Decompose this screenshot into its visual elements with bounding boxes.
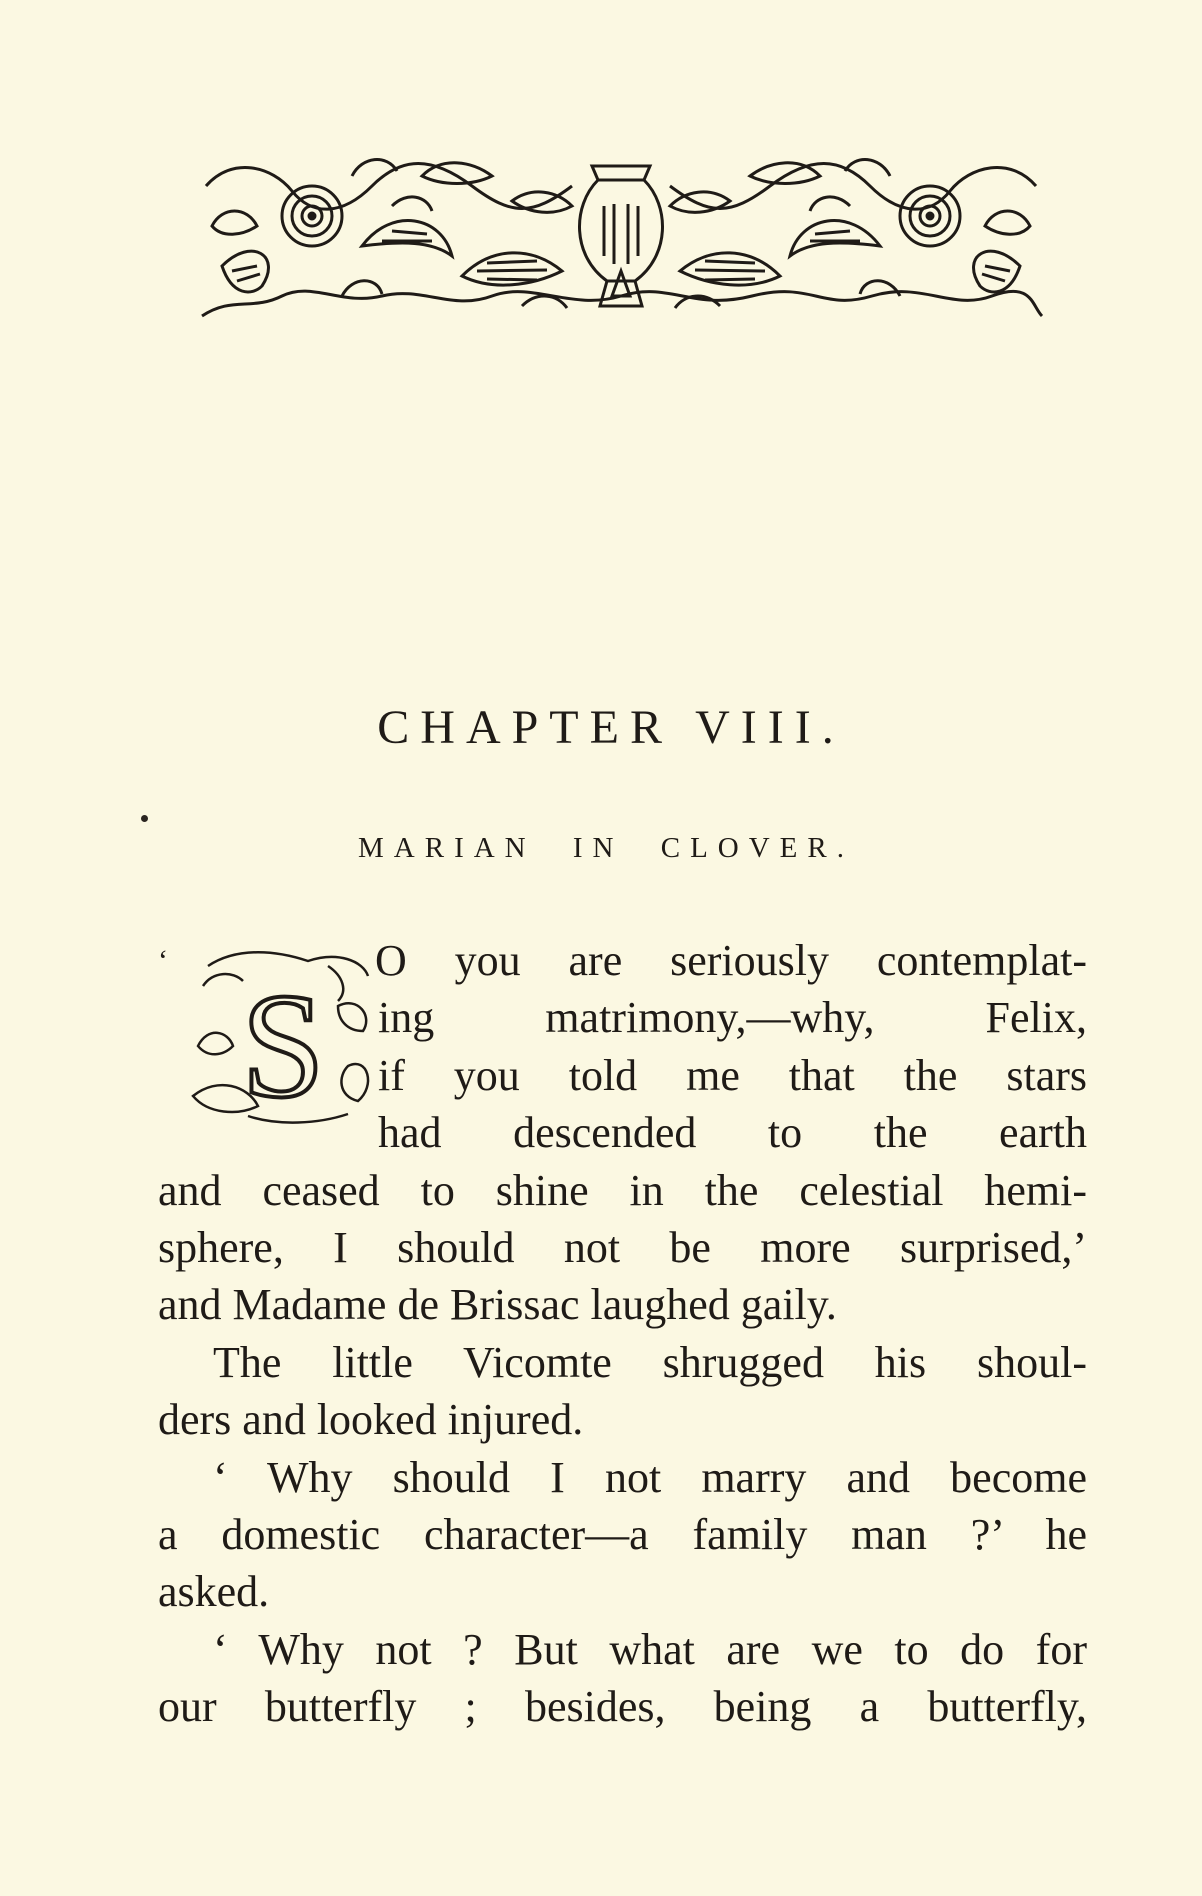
text-line: The little Vicomte shrugged his shoul- bbox=[213, 1337, 1087, 1387]
text-line: ‘ Why should I not marry and become bbox=[213, 1452, 1087, 1502]
text-line: O you are seriously contemplat- bbox=[375, 936, 1087, 985]
text-line: a domestic character—a family man ?’ he bbox=[158, 1509, 1087, 1559]
chapter-title: MARIAN IN CLOVER. bbox=[358, 832, 854, 864]
text-line: ing matrimony,—why, Felix, bbox=[378, 993, 1087, 1043]
text-line: asked. bbox=[158, 1567, 270, 1617]
text-line: had descended to the earth bbox=[378, 1108, 1087, 1158]
chapter-heading: CHAPTER VIII. bbox=[377, 701, 845, 754]
dropcap-letter: S bbox=[241, 963, 325, 1126]
text-line: ‘ Why not ? But what are we to do for bbox=[213, 1624, 1087, 1674]
ink-speck bbox=[141, 815, 148, 822]
text-line: our butterfly ; besides, being a butterfly, bbox=[158, 1682, 1087, 1732]
text-line: if you told me that the stars bbox=[378, 1050, 1087, 1100]
text-line: and ceased to shine in the celestial hemi- bbox=[158, 1165, 1087, 1215]
text-line: and Madame de Brissac laughed gaily. bbox=[158, 1280, 837, 1330]
text-line: ders and looked injured. bbox=[158, 1395, 584, 1445]
text-line: sphere, I should not be more surprised,’ bbox=[158, 1222, 1087, 1272]
ornamental-headpiece-icon bbox=[192, 146, 1050, 324]
chapter-body bbox=[158, 932, 1087, 1735]
opening-quote-mark: ‘ bbox=[158, 944, 168, 977]
